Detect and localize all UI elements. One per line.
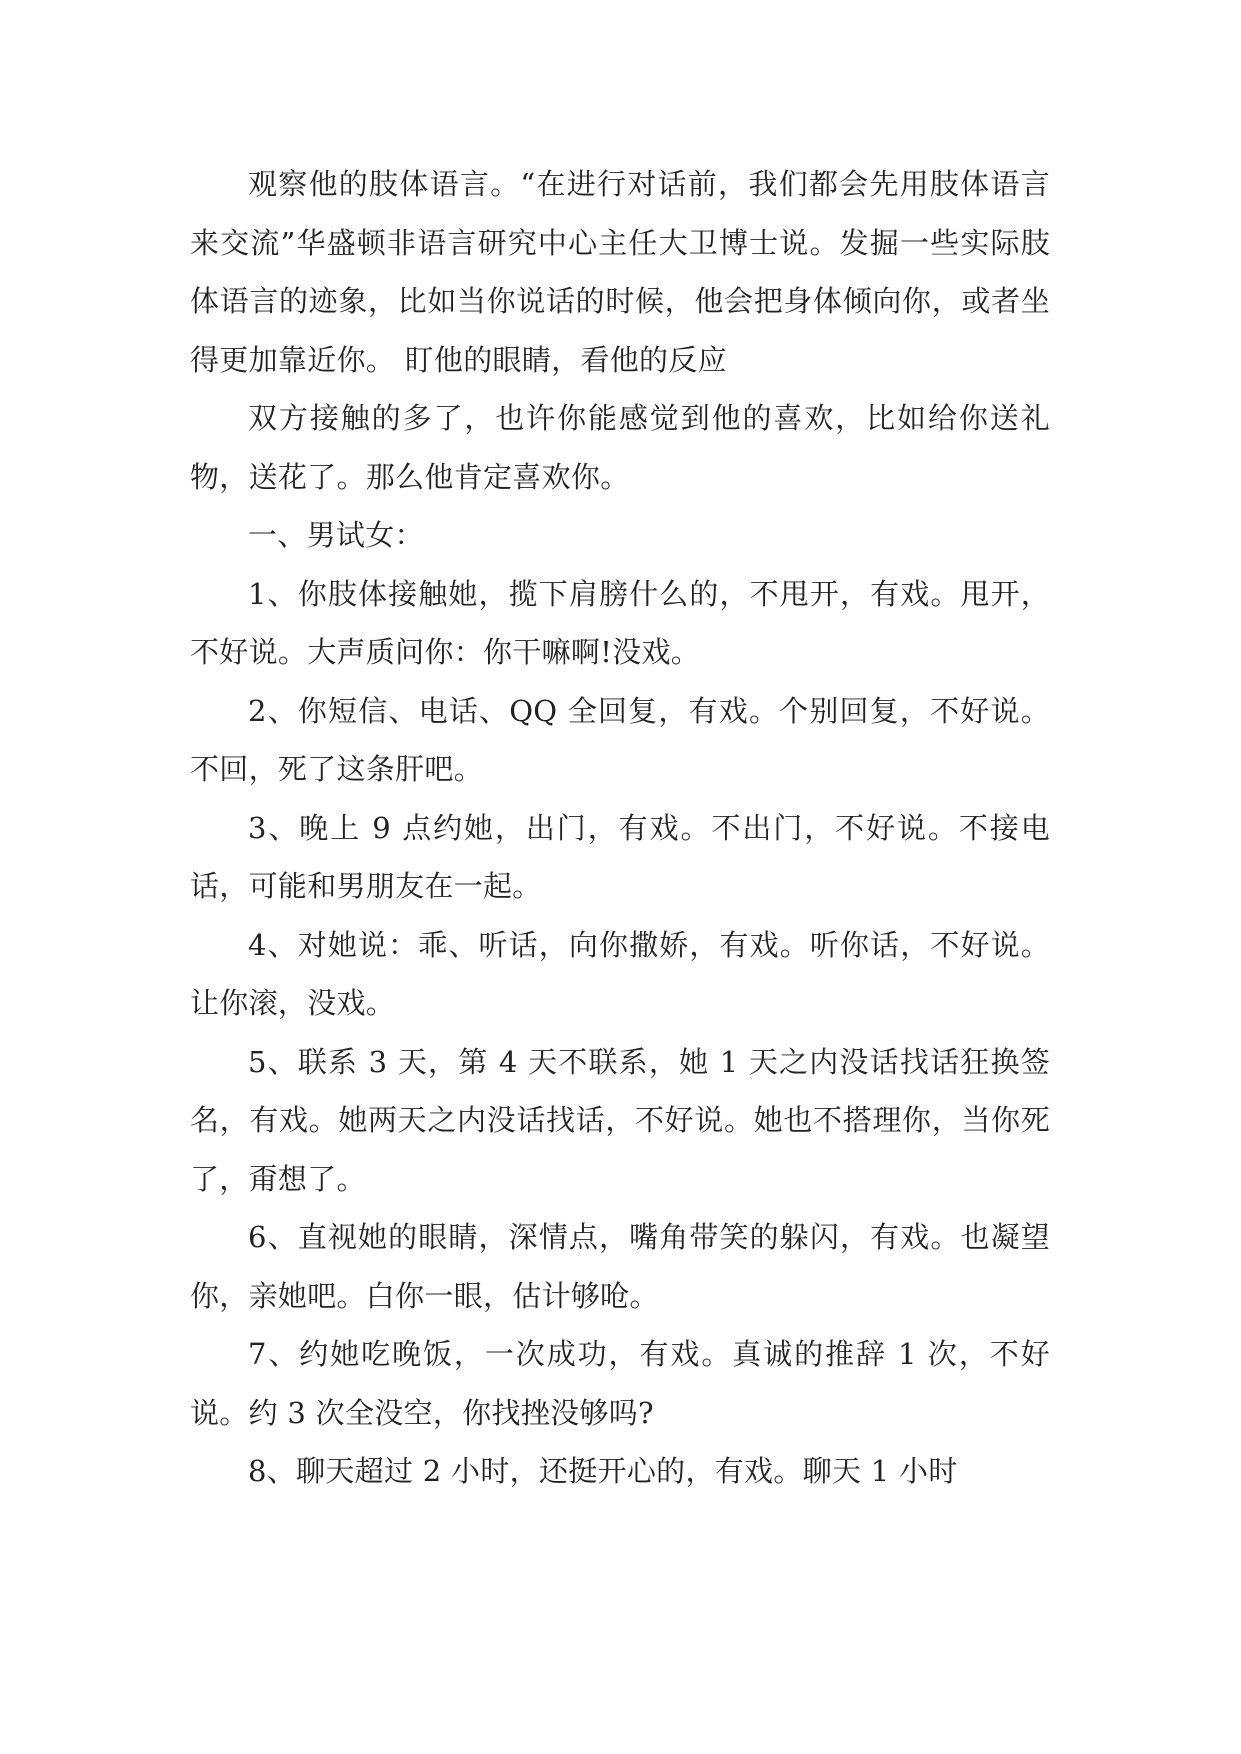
list-item-7: 7、约她吃晚饭，一次成功，有戏。真诚的推辞 1 次，不好说。约 3 次全没空，你找挫没够吗?: [190, 1337, 1050, 1430]
list-item-1: 1、你肢体接触她，揽下肩膀什么的，不甩开，有戏。甩开，不好说。大声质问你：你干嘛啊!没戏。: [190, 576, 1050, 669]
paragraph-contact: 双方接触的多了，也许你能感觉到他的喜欢，比如给你送礼物，送花了。那么他肯定喜欢你。: [190, 401, 1050, 494]
section-heading: 一、男试女：: [248, 518, 424, 552]
document-body: [190, 155, 1050, 1501]
paragraph-body-language: 观察他的肢体语言。“在进行对话前，我们都会先用肢体语言来交流”华盛顿非语言研究中心主任大卫博士说。发掘一些实际肢体语言的迹象，比如当你说话的时候，他会把身体倾向你，或者坐得更加靠近你。 盯他的眼睛，看他的反应: [190, 167, 1050, 377]
list-item-5: 5、联系 3 天，第 4 天不联系，她 1 天之内没话找话狂换签名，有戏。她两天之内没话找话，不好说。她也不搭理你，当你死了，甭想了。: [190, 1044, 1050, 1196]
list-item-4: 4、对她说：乖、听话，向你撒娇，有戏。听你话，不好说。让你滚，没戏。: [190, 927, 1050, 1020]
list-item-2: 2、你短信、电话、QQ 全回复，有戏。个别回复，不好说。不回，死了这条肝吧。: [190, 693, 1050, 786]
list-item-6: 6、直视她的眼睛，深情点，嘴角带笑的躲闪，有戏。也凝望你，亲她吧。白你一眼，估计够呛。: [190, 1220, 1050, 1313]
list-item-8: 8、聊天超过 2 小时，还挺开心的，有戏。聊天 1 小时: [248, 1454, 958, 1488]
list-item-3: 3、晚上 9 点约她，出门，有戏。不出门，不好说。不接电话，可能和男朋友在一起。: [190, 810, 1050, 903]
